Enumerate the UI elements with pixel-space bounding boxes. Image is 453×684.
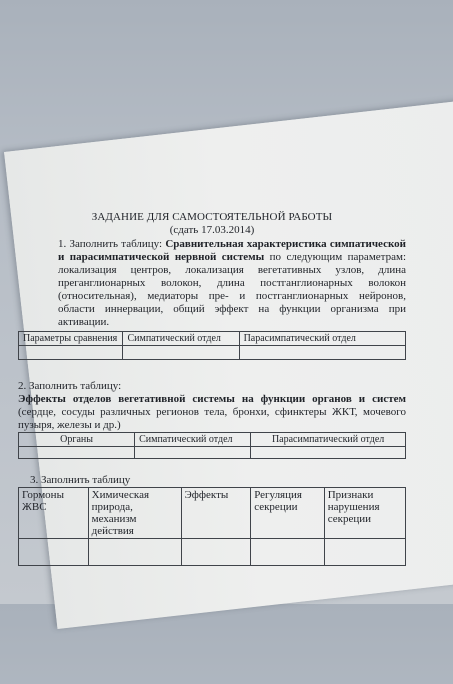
task1-bold: Сравнительная характеристика симпатической и парасимпатической нервной системы [58, 238, 406, 263]
table-header-cell: Парасимпатический отдел [251, 433, 406, 447]
table-cell [251, 447, 406, 459]
table-cell [123, 346, 239, 360]
task1-text [18, 238, 406, 329]
table-header-cell: Гормоны ЖВС [18, 488, 88, 539]
task3-lead: 3. Заполнить таблицу [29, 474, 131, 486]
table-header-cell: Признаки нарушения секреции [324, 488, 405, 539]
table-header-cell: Парасимпатический отдел [239, 332, 405, 346]
table-header-cell: Органы [19, 433, 135, 447]
task3-table [18, 487, 406, 566]
table-cell [239, 346, 405, 360]
task1-rest: по следующим параметрам: локализация центров, локализация вегетативных узлов, длина преганглионарных волокон, длина постганглионарных волокон (относительная), медиаторы пре- и постганглионарных нейронов, области иннервации, общий эффект на функции организма при активации. [58, 251, 407, 328]
table-cell [88, 539, 181, 566]
task1-lead: 1. Заполнить таблицу: [58, 238, 166, 250]
table-header-cell: Симпатический отдел [123, 332, 239, 346]
due-date: (сдать 17.03.2014) [169, 224, 255, 236]
assignment-document [18, 211, 406, 566]
table-row [18, 346, 405, 360]
table-row [19, 433, 406, 447]
task2-table [18, 432, 406, 459]
task2-lead: 2. Заполнить таблицу: [18, 380, 122, 392]
document-title: ЗАДАНИЕ ДЛЯ САМОСТОЯТЕЛЬНОЙ РАБОТЫ [91, 211, 333, 223]
table-cell [19, 539, 89, 566]
table-header-cell: Симпатический отдел [135, 433, 251, 447]
paper-sheet [4, 100, 453, 629]
table-header-cell: Эффекты [181, 488, 251, 539]
table-header-cell: Регуляция секреции [251, 488, 325, 539]
task2-bold: Эффекты отделов вегетативной системы на функции органов и систем [18, 393, 406, 405]
table-header-cell: Химическая природа, механизм действия [88, 488, 181, 539]
table-cell [18, 346, 122, 360]
table-cell [19, 447, 135, 459]
task2-rest: (сердце, сосуды различных регионов тела, бронхи, сфинктеры ЖКТ, мочевого пузыря, железы и др.) [18, 406, 406, 431]
task2-text [18, 393, 406, 432]
table-row [19, 447, 406, 459]
table-header-cell: Параметры сравнения [19, 332, 123, 346]
task1-table [18, 331, 406, 360]
table-cell [324, 539, 405, 566]
table-cell [181, 539, 251, 566]
table-row [18, 488, 405, 539]
table-row [19, 539, 406, 566]
table-cell [251, 539, 325, 566]
table-row [19, 332, 406, 346]
table-cell [135, 447, 251, 459]
